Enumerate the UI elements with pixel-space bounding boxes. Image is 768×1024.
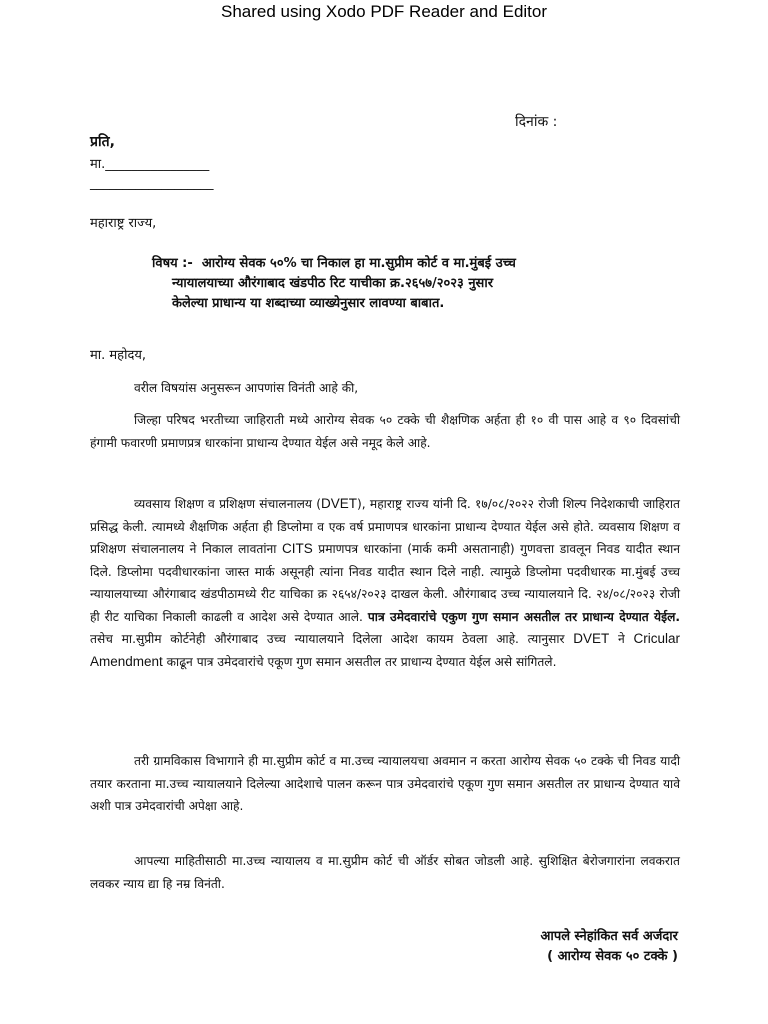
addressee-blank-line: ___________________ bbox=[90, 176, 214, 191]
p2-dvet-2: DVET bbox=[573, 631, 610, 646]
paragraph-2 bbox=[90, 493, 680, 673]
intro-text: वरील विषयांस अनुसरून आपणांस विनंती आहे की, bbox=[134, 381, 359, 395]
state-line: महाराष्ट्र राज्य, bbox=[90, 216, 157, 231]
subject-line-2: न्यायालयाच्या औरंगाबाद खंडपीठ रिट याचीका क्र.२६५७/२०२३ नुसार bbox=[172, 276, 494, 291]
paragraph-1-text: जिल्हा परिषद भरतीच्या जाहिराती मध्ये आरोग्य सेवक ५० टक्के ची शैक्षणिक अर्हता ही १० वी पास आहे व ९० दिवसांची हंगामी फवारणी प्रमाणप्रत्र धारकांना प्राधान्य देण्यात येईल असे नमूद केले आहे. bbox=[90, 413, 680, 450]
date-label: दिनांक : bbox=[515, 114, 558, 130]
p2-b: ), महाराष्ट्र राज्य यांनी दि. १७/०८/२०२२ रोजी शिल्प निदेशकाची जाहिरात प्रसिद्ध केली. त्यामध्ये शैक्षणिक अर्हता ही डिप्लोमा व एक वर्ष प्रमाणपत्र धारकांना प्राधान्य देण्यात येईल असे होते. व्यवसाय शिक्षण व प्रशिक्षण संचालनालय ने निकाल लावतांना bbox=[90, 497, 681, 556]
p2-d: तसेच मा.सुप्रीम कोर्टनेही औरंगाबाद उच्च न्यायालयाने दिलेला आदेश कायम ठेवला आहे. त्यानुसार bbox=[90, 632, 565, 646]
subject-line-1: आरोग्य सेवक ५०% चा निकाल हा मा.सुप्रीम कोर्ट व मा.मुंबई उच्च bbox=[201, 256, 516, 271]
closing-group: ( आरोग्य सेवक ५० टक्के ) bbox=[547, 949, 678, 964]
paragraph-3-text: तरी ग्रामविकास विभागाने ही मा.सुप्रीम कोर्ट व मा.उच्च न्यायालयचा अवमान न करता आरोग्य सेवक ५० टक्के ची निवड यादी तयार करताना मा.उच्च न्यायालयाने दिलेल्या आदेशाचे पालन करून पात्र उमेदवारांचे एकूण गुण समान असतील तर प्राधान्य देण्यात यावे अशी पात्र उमेदवारांची अपेक्षा आहे. bbox=[90, 754, 680, 813]
subject-label: विषय :- bbox=[152, 256, 193, 271]
p2-cits: CITS bbox=[281, 541, 313, 556]
paragraph-1 bbox=[90, 409, 680, 454]
share-banner: Shared using Xodo PDF Reader and Editor bbox=[220, 2, 548, 21]
addressee-line bbox=[90, 154, 209, 172]
p2-f: काढून पात्र उमेदवारांचे एकूण गुण समान असतील तर प्राधान्य देण्यात येईल असे सांगितले. bbox=[166, 654, 557, 669]
p2-circular: Cricular Amendment bbox=[90, 631, 680, 669]
subject-block bbox=[152, 254, 632, 314]
p2-e: ने bbox=[618, 632, 625, 646]
intro-paragraph bbox=[90, 377, 680, 400]
p2-a: व्यवसाय शिक्षण व प्रशिक्षण संचालनालय ( bbox=[134, 497, 321, 511]
subject-line-3: केलेल्या प्राधान्य या शब्दाच्या व्याख्येनुसार लावण्या बाबात. bbox=[172, 296, 445, 311]
addressee-blank: ________________ bbox=[105, 157, 210, 172]
p2-dvet: DVET bbox=[320, 496, 357, 511]
paragraph-3 bbox=[90, 750, 680, 818]
salutation: मा. महोदय, bbox=[90, 348, 147, 363]
paragraph-4 bbox=[90, 850, 680, 895]
paragraph-4-text: आपल्या माहितीसाठी मा.उच्च न्यायालय व मा.सुप्रीम कोर्ट ची ऑर्डर सोबत जोडली आहे. सुशिक्षित बेरोजगारांना लवकरात लवकर न्याय द्या हि नम्र विनंती. bbox=[90, 854, 680, 891]
p2-c: प्रमाणपत्र धारकांना (मार्क कमी असतानाही) गुणवत्ता डावलून निवड यादीत स्थान दिले. डिप्लोमा पदवीधारकांना जास्त मार्क असूनही त्यांना निवड यादीत स्थान दिले नाही. त्यामुळे डिप्लोमा पदवीधारक मा.मुंबई उच्च न्यायालयाच्या औरंगाबाद खंडपीठामध्ये रीट याचिका क्र २६५४/२०२३ दाखल केली. औरंगाबाद उच्च न्यायालयाने दि. २४/०८/२०२३ रोजी ही रीट याचिका निकाली काढली व आदेश असे देण्यात आले. bbox=[90, 542, 681, 624]
p2-bold: पात्र उमेदवारांचे एकुण गुण समान असतील तर प्राधान्य देण्यात येईल. bbox=[367, 609, 680, 624]
addressee-prefix: मा. bbox=[90, 157, 106, 172]
closing-signoff: आपले स्नेहांकित सर्व अर्जदार bbox=[540, 929, 678, 944]
recipient-heading: प्रति, bbox=[90, 134, 115, 150]
